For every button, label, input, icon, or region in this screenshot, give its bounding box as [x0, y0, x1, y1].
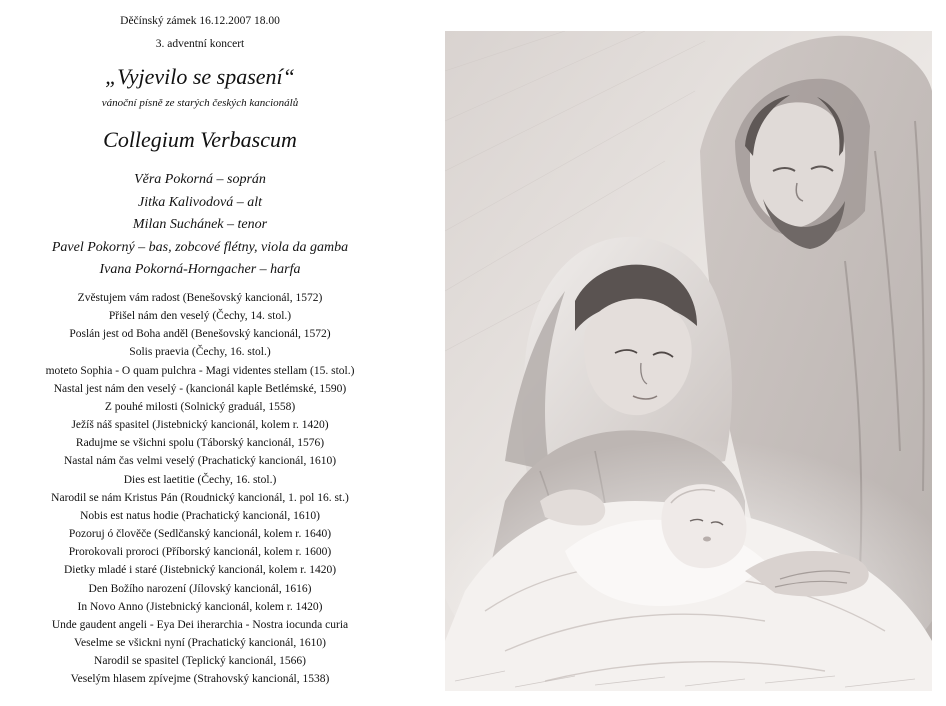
program-item: Den Božího narození (Jílovský kancionál, 1616)	[88, 582, 312, 595]
program-item: Přišel nám den veselý (Čechy, 14. stol.)	[108, 310, 292, 323]
program-item: Nobis est natus hodie (Prachatický kancionál, 1610)	[80, 509, 320, 522]
performer-item: Jitka Kalivodová – alt	[137, 194, 263, 210]
concert-name: 3. adventní koncert	[155, 38, 245, 50]
program-item: Solis praevia (Čechy, 16. stol.)	[129, 346, 271, 359]
program-item: Dies est laetitie (Čechy, 16. stol.)	[123, 473, 277, 486]
program-item: moteto Sophia - O quam pulchra - Magi videntes stellam (15. stol.)	[45, 364, 355, 377]
program-item: Ježíš náš spasitel (Jistebnický kancionál, kolem r. 1420)	[71, 419, 329, 432]
program-item: Narodil se spasitel (Teplický kancionál, 1566)	[94, 655, 306, 668]
program-item: Zvěstujem vám radost (Benešovský kancionál, 1572)	[77, 292, 323, 304]
program-list	[0, 289, 400, 688]
performer-item: Pavel Pokorný – bas, zobcové flétny, viola da gamba	[51, 239, 349, 255]
program-text-column	[0, 0, 400, 706]
performer-list	[0, 169, 400, 282]
performer-item: Ivana Pokorná-Horngacher – harfa	[99, 262, 301, 277]
program-item: Narodil se nám Kristus Pán (Roudnický kancionál, 1. pol 16. st.)	[51, 491, 349, 504]
nativity-drawing	[445, 31, 932, 691]
nativity-illustration	[445, 31, 932, 691]
program-item: Unde gaudent angeli - Eya Dei iherarchia - Nostra iocunda curia	[51, 618, 349, 631]
performer-item: Věra Pokorná – soprán	[134, 172, 266, 187]
program-item: Nastal nám čas velmi veselý (Prachatický kancionál, 1610)	[63, 455, 337, 468]
program-item: Veselým hlasem zpívejme (Strahovský kancionál, 1538)	[70, 673, 330, 686]
program-item: Prorokovali proroci (Příborský kancionál, kolem r. 1600)	[68, 546, 332, 559]
program-item: Poslán jest od Boha anděl (Benešovský kancionál, 1572)	[69, 328, 331, 341]
performer-item: Milan Suchánek – tenor	[132, 217, 268, 232]
program-item: Nastal jest nám den veselý - (kancionál kaple Betlémské, 1590)	[53, 382, 347, 395]
program-item: In Novo Anno (Jistebnický kancionál, kolem r. 1420)	[77, 600, 323, 613]
concert-subtitle: vánoční písně ze starých českých kancionálů	[101, 97, 299, 109]
program-item: Pozoruj ó člověče (Sedlčanský kancionál, kolem r. 1640)	[68, 528, 332, 541]
program-item: Dietky mladé i staré (Jistebnický kancionál, kolem r. 1420)	[63, 564, 337, 577]
program-item: Z pouhé milosti (Solnický graduál, 1558)	[104, 400, 296, 413]
program-item: Veselme se všickni nyní (Prachatický kancionál, 1610)	[74, 636, 326, 649]
concert-title: „Vyjevilo se spasení“	[105, 64, 295, 89]
program-item: Radujme se všichni spolu (Táborský kancionál, 1576)	[75, 437, 325, 450]
venue-date: Děčínský zámek 16.12.2007 18.00	[120, 15, 280, 27]
ensemble-name: Collegium Verbascum	[103, 127, 297, 152]
